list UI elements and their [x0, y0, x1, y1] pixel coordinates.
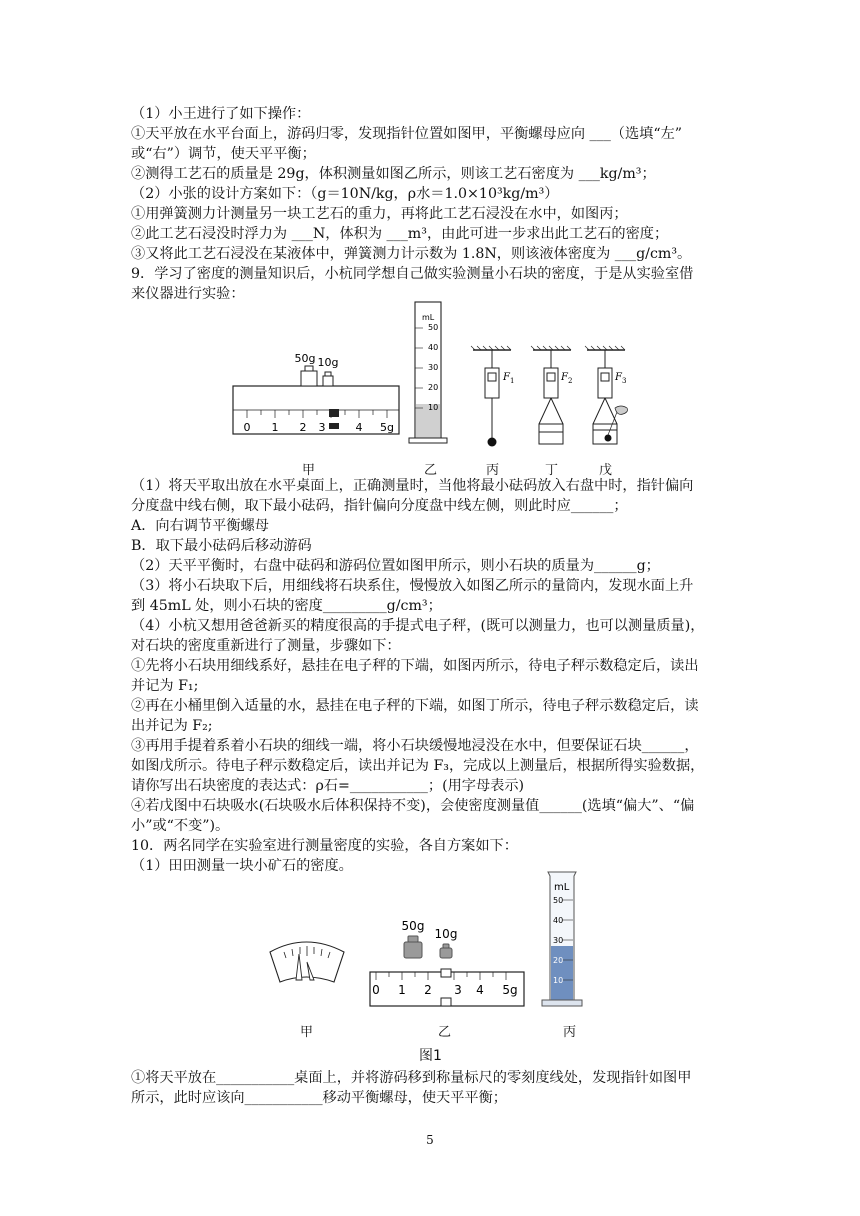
force-label: F — [503, 372, 510, 383]
text-line: 分度盘中线右侧，取下最小砝码，指针偏向分度盘中线左侧，则此时应______； — [131, 498, 628, 514]
text-line: 小”或“不变”)。 — [131, 818, 230, 834]
figure-label: 乙 — [424, 463, 438, 478]
figure-label: 甲 — [302, 463, 316, 478]
figure-label: 乙 — [438, 1025, 452, 1040]
balance-dial — [270, 942, 344, 982]
ruler-tick: 2 — [299, 421, 307, 434]
text-line: （1）小王进行了如下操作： — [131, 106, 311, 122]
text-line: ③又将此工艺石浸没在某液体中，弹簧测力计示数为 1.8N，则该液体密度为 ___g/cm³。 — [131, 246, 692, 262]
cylinder-tick: 50 — [428, 323, 439, 332]
figure-caption: 图1 — [419, 1048, 442, 1064]
ruler-tick: 0 — [243, 421, 251, 434]
ruler-tick: 1 — [271, 421, 279, 434]
measuring-cylinder — [542, 872, 582, 1006]
text-line: ②测得工艺石的质量是 29g，体积测量如图乙所示，则该工艺石密度为 ___kg/m³； — [131, 166, 656, 182]
figure-label: 丙 — [563, 1025, 577, 1040]
cylinder-tick: 20 — [428, 383, 439, 392]
weight-label: 10g — [434, 927, 458, 941]
force-sub: 3 — [622, 377, 627, 385]
cylinder-tick: 10 — [553, 976, 564, 985]
force-sub: 1 — [510, 377, 515, 385]
text-line: 对石块的密度重新进行了测量，步骤如下： — [131, 638, 401, 654]
text-line: 请你写出石块密度的表达式：ρ石=___________；(用字母表示) — [131, 778, 525, 794]
cylinder-tick: 30 — [553, 936, 564, 945]
ruler-tick: 4 — [355, 421, 363, 434]
option-b: B．取下最小砝码后移动游码 — [131, 538, 312, 554]
ruler-tick: 5g — [380, 421, 394, 434]
figure-q9 — [225, 298, 645, 476]
text-line: 如图戊所示。待电子秤示数稳定后，读出并记为 F₃，完成以上测量后，根据所得实验数据， — [131, 758, 705, 774]
text-line: ②再在小桶里倒入适量的水，悬挂在电子秤的下端，如图丁所示，待电子秤示数稳定后，读 — [131, 698, 699, 714]
figure-label: 甲 — [300, 1025, 314, 1040]
cylinder-tick: 30 — [428, 363, 439, 372]
cylinder-tick: 10 — [428, 403, 439, 412]
ruler-tick: 1 — [398, 983, 406, 997]
text-line: 到 45mL 处，则小石块的密度_________g/cm³； — [131, 598, 442, 614]
cylinder-unit: mL — [422, 313, 435, 322]
ruler-tick: 5g — [502, 983, 518, 997]
text-line: ①将天平放在___________桌面上，并将游码移到称量标尺的零刻度线处，发现指针如图甲 — [131, 1070, 692, 1086]
text-line: 或“右”）调节，使天平平衡； — [131, 146, 316, 162]
ruler-tick: 2 — [424, 983, 432, 997]
question-9-heading: 9．学习了密度的测量知识后，小杭同学想自己做实验测量小石块的密度，于是从实验室借 — [131, 266, 694, 282]
figure-q10 — [262, 868, 602, 1026]
text-line: ④若戊图中石块吸水(石块吸水后体积保持不变)，会使密度测量值______(选填“偏大”、“偏 — [131, 798, 695, 814]
text-line: 所示，此时应该向___________移动平衡螺母，使天平平衡； — [131, 1090, 507, 1106]
text-line: （2）小张的设计方案如下：（g＝10N/kg，ρ水＝1.0×10³kg/m³） — [131, 186, 559, 202]
weight-label: 10g — [317, 356, 339, 369]
figure-label: 丙 — [486, 463, 500, 478]
weight-label: 50g — [294, 352, 316, 365]
electronic-scale-3 — [585, 346, 628, 444]
electronic-scale-1 — [471, 346, 514, 447]
text-line: 来仪器进行实验： — [131, 286, 245, 302]
text-line: ②此工艺石浸没时浮力为 ___N，体积为 ___m³，由此可进一步求出此工艺石的密度； — [131, 226, 669, 242]
text-line: ③再用手提着系着小石块的细线一端，将小石块缓慢地浸没在水中，但要保证石块______， — [131, 738, 699, 754]
ruler-tick: 3 — [318, 421, 326, 434]
ruler-tick: 0 — [372, 983, 380, 997]
text-line: ①天平放在水平台面上，游码归零，发现指针位置如图甲，平衡螺母应向 ___（选填“左” — [131, 126, 683, 142]
option-a: A．向右调节平衡螺母 — [131, 518, 269, 534]
cylinder-unit: mL — [554, 882, 570, 893]
weights — [295, 352, 339, 386]
text-line: （3）将小石块取下后，用细线将石块系住，慢慢放入如图乙所示的量筒内，发现水面上升 — [131, 578, 694, 594]
text-line: （4）小杭又想用爸爸新买的精度很高的手提式电子秤，(既可以测量力，也可以测量质量)， — [131, 618, 705, 634]
weight-label: 50g — [401, 919, 425, 933]
text-line: （1）将天平取出放在水平桌面上，正确测量时，当他将最小砝码放入右盘中时，指针偏向 — [131, 478, 694, 494]
figure-label: 丁 — [545, 463, 559, 478]
force-label: F — [615, 372, 622, 383]
force-sub: 2 — [568, 377, 573, 385]
cylinder-tick: 50 — [553, 896, 564, 905]
balance-ruler — [370, 969, 524, 1006]
cylinder-tick: 40 — [428, 343, 439, 352]
force-label: F — [561, 372, 568, 383]
question-10-heading: 10．两名同学在实验室进行测量密度的实验，各自方案如下： — [131, 838, 518, 854]
text-line: 出并记为 F₂; — [131, 718, 213, 734]
ruler-tick: 3 — [454, 983, 462, 997]
electronic-scale-2 — [531, 346, 572, 444]
measuring-cylinder — [409, 302, 447, 443]
text-line: 并记为 F₁; — [131, 678, 199, 694]
ruler-tick: 4 — [476, 983, 484, 997]
cylinder-tick: 40 — [553, 916, 564, 925]
text-line: （2）天平平衡时，右盘中砝码和游码位置如图甲所示，则小石块的质量为______g； — [131, 558, 660, 574]
text-line: （1）田田测量一块小矿石的密度。 — [131, 858, 353, 874]
cylinder-tick: 20 — [553, 956, 564, 965]
figure-label: 戊 — [599, 463, 613, 478]
text-line: ①先将小石块用细线系好，悬挂在电子秤的下端，如图丙所示，待电子秤示数稳定后，读出 — [131, 658, 699, 674]
weights — [402, 919, 458, 958]
text-line: ①用弹簧测力计测量另一块工艺石的重力，再将此工艺石浸没在水中，如图丙； — [131, 206, 628, 222]
balance-ruler — [233, 386, 399, 434]
page-number: 5 — [426, 1133, 434, 1147]
